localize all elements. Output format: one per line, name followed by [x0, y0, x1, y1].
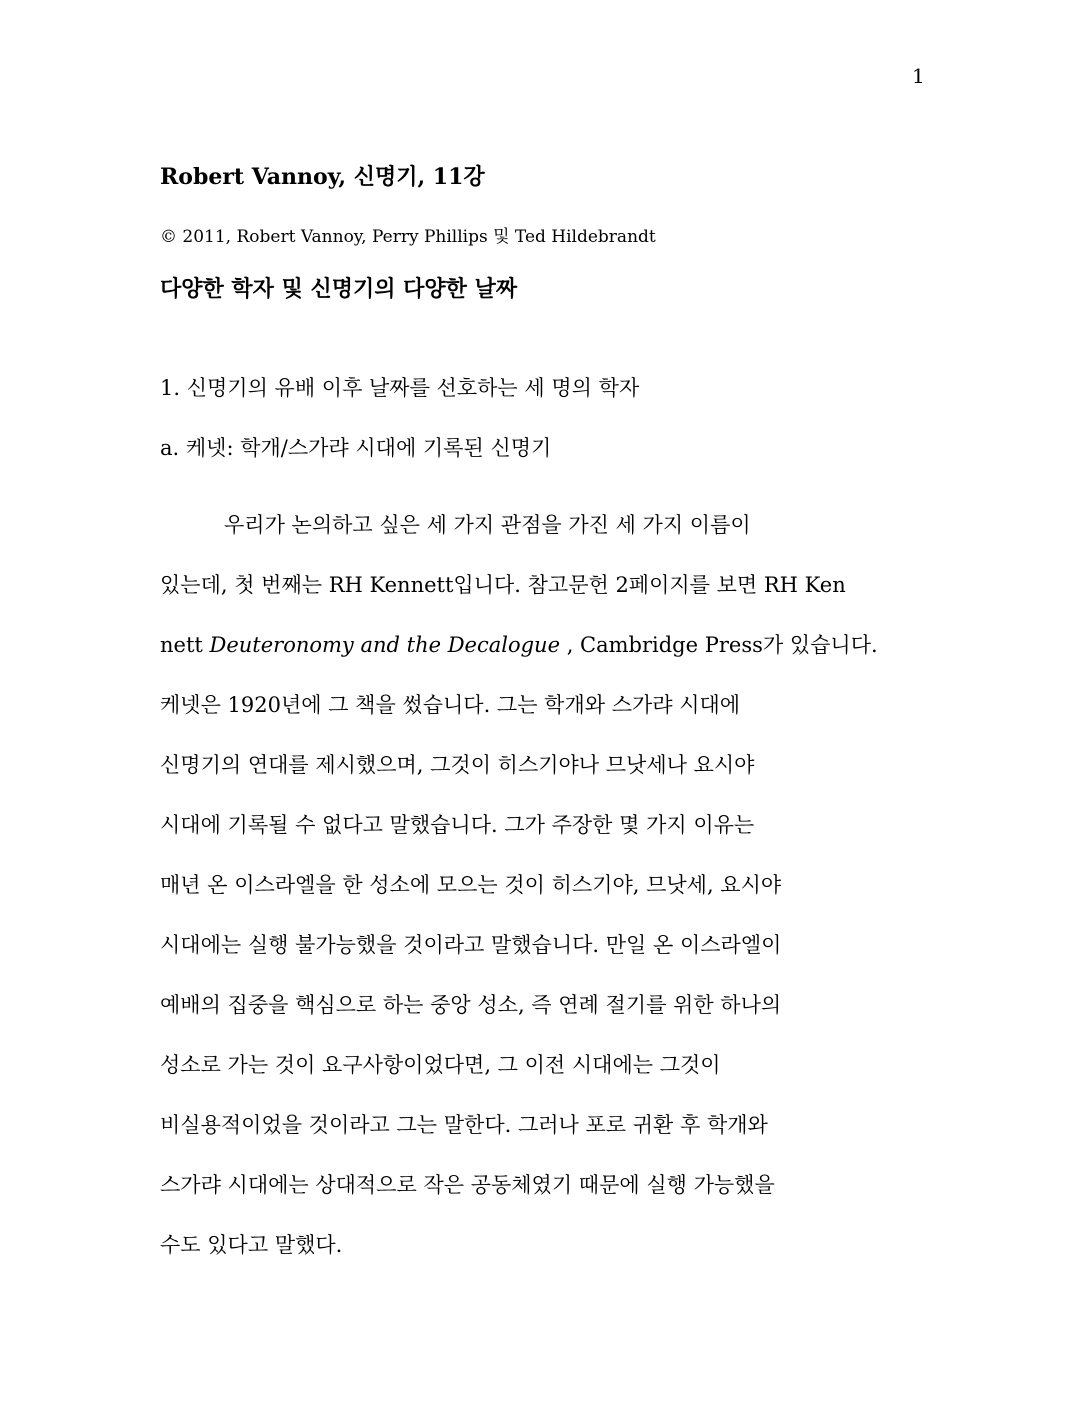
body-line: 시대에 기록될 수 없다고 말했습니다. 그가 주장한 몇 가지 이유는 [160, 813, 755, 837]
body-line: 비실용적이었을 것이라고 그는 말한다. 그러나 포로 귀환 후 학개와 [160, 1113, 768, 1137]
document-title: Robert Vannoy, 신명기, 11강 [160, 164, 485, 190]
body-line: 매년 온 이스라엘을 한 성소에 모으는 것이 히스기야, 므낫세, 요시야 [160, 873, 782, 897]
page-number: 1 [912, 64, 925, 88]
body-line-text: nett [160, 633, 210, 657]
section-heading: 1. 신명기의 유배 이후 날짜를 선호하는 세 명의 학자 [160, 376, 640, 400]
section-subheading: a. 케넷: 학개/스가랴 시대에 기록된 신명기 [160, 436, 552, 460]
body-line: 예배의 집중을 핵심으로 하는 중앙 성소, 즉 연례 절기를 위한 하나의 [160, 993, 782, 1017]
body-line: 시대에는 실행 불가능했을 것이라고 말했습니다. 만일 온 이스라엘이 [160, 933, 782, 957]
body-line: 있는데, 첫 번째는 RH Kennett입니다. 참고문헌 2페이지를 보면 RH Ken [160, 573, 846, 597]
body-line: 수도 있다고 말했다. [160, 1233, 343, 1257]
body-line-text: , Cambridge Press가 있습니다. [560, 633, 878, 657]
body-line: 케넷은 1920년에 그 책을 썼습니다. 그는 학개와 스가랴 시대에 [160, 693, 741, 717]
body-paragraph [160, 509, 940, 1289]
document-subtitle: 다양한 학자 및 신명기의 다양한 날짜 [160, 276, 518, 302]
copyright-line: © 2011, Robert Vannoy, Perry Phillips 및 Ted Hildebrandt [160, 227, 656, 247]
body-line: 우리가 논의하고 싶은 세 가지 관점을 가진 세 가지 이름이 [224, 513, 751, 537]
body-line: 스가랴 시대에는 상대적으로 작은 공동체였기 때문에 실행 가능했을 [160, 1173, 775, 1197]
book-title: Deuteronomy and the Decalogue [209, 633, 561, 657]
body-line: 성소로 가는 것이 요구사항이었다면, 그 이전 시대에는 그것이 [160, 1053, 721, 1077]
body-line [160, 629, 940, 689]
body-line: 신명기의 연대를 제시했으며, 그것이 히스기야나 므낫세나 요시야 [160, 753, 755, 777]
